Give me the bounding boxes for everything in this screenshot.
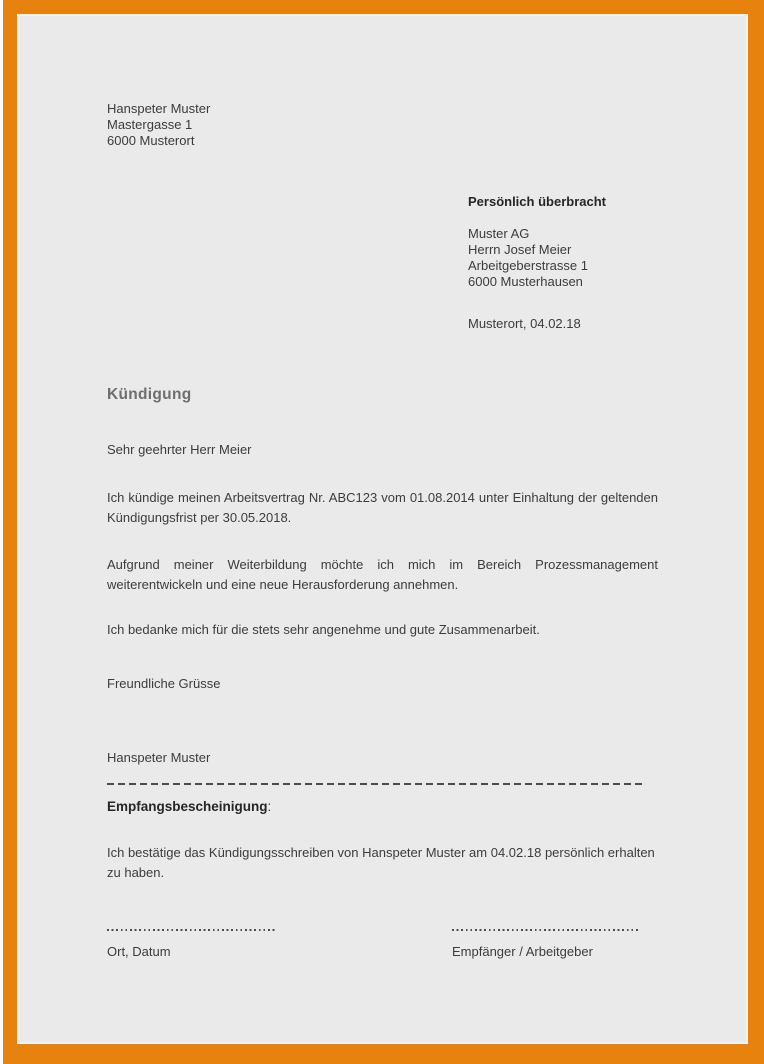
signature-fields-row [107, 929, 658, 989]
signature-field-place-date [107, 929, 277, 960]
subject-heading: Kündigung [107, 386, 192, 403]
body-paragraph-1: Ich kündige meinen Arbeitsvertrag Nr. ABC123 vom 01.08.2014 unter Einhaltung der geltenden Kündigungsfrist per 30.05.2018. [107, 490, 658, 525]
dotted-signature-line [452, 929, 638, 931]
sender-name: Hanspeter Muster [107, 101, 211, 116]
sender-street: Mastergasse 1 [107, 117, 193, 132]
recipient-city: 6000 Musterhausen [468, 274, 583, 289]
salutation: Sehr geehrter Herr Meier [107, 442, 252, 457]
signature-label-recipient: Empfänger / Arbeitgeber [452, 944, 593, 959]
sender-city: 6000 Musterort [107, 133, 195, 148]
receipt-heading [107, 796, 658, 818]
signature-name: Hanspeter Muster [107, 750, 211, 765]
recipient-company: Muster AG [468, 226, 530, 241]
body-paragraph-3: Ich bedanke mich für die stets sehr angenehme und gute Zusammenarbeit. [107, 622, 540, 637]
recipient-lines [468, 226, 658, 290]
body-paragraph-2: Aufgrund meiner Weiterbildung möchte ich mich im Bereich Prozessmanagement weiterentwickeln und eine neue Herausforderung annehmen. [107, 557, 658, 592]
dotted-signature-line [107, 929, 277, 931]
orange-border-frame [3, 0, 764, 1064]
recipient-street: Arbeitgeberstrasse 1 [468, 258, 588, 273]
signature-label-place-date: Ort, Datum [107, 944, 171, 959]
receipt-heading-text: Empfangsbescheinigung [107, 799, 268, 814]
signature-field-recipient [452, 929, 638, 960]
recipient-person: Herrn Josef Meier [468, 242, 572, 257]
dashed-separator [107, 783, 645, 785]
receipt-confirmation-text: Ich bestätige das Kündigungsschreiben von Hanspeter Muster am 04.02.18 persönlich erhalten zu haben. [107, 845, 655, 880]
letter-paper [17, 14, 748, 1044]
closing-phrase: Freundliche Grüsse [107, 676, 221, 691]
receipt-heading-colon: : [267, 799, 272, 814]
recipient-address-block [468, 194, 658, 332]
faint-scan-artifact: · [36, 1001, 40, 1012]
letter-content [19, 16, 746, 989]
delivery-note: Persönlich überbracht [468, 194, 606, 209]
place-and-date: Musterort, 04.02.18 [468, 316, 581, 331]
sender-address-block [107, 101, 658, 149]
